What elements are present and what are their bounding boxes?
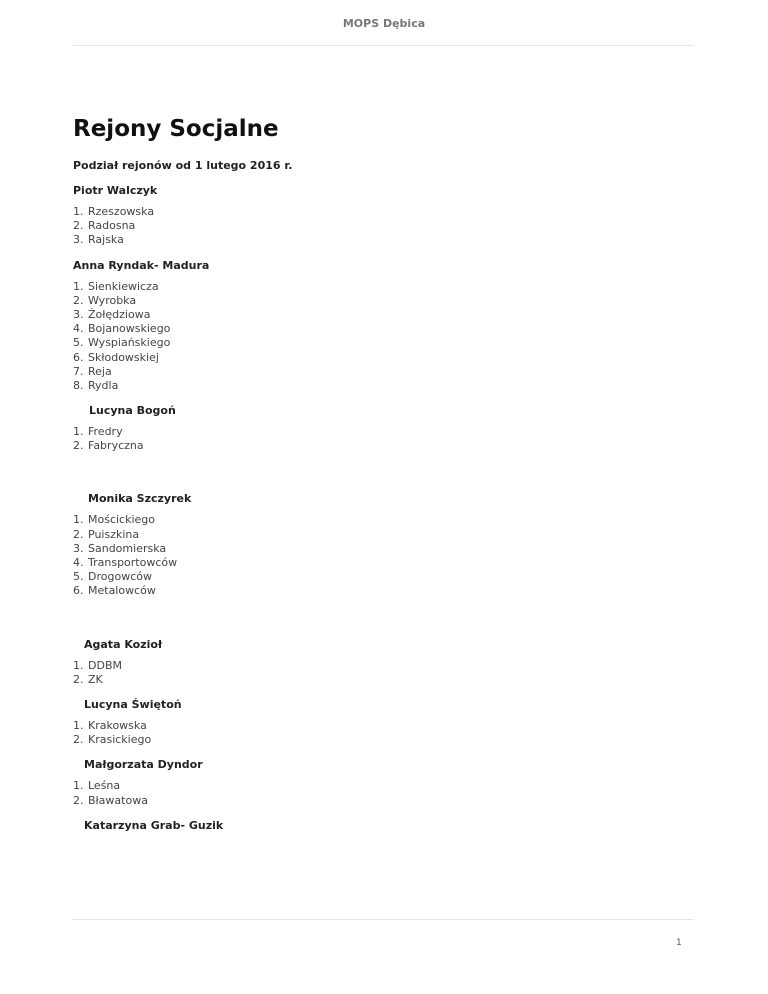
street-item: 1. Krakowska <box>73 719 693 733</box>
street-list <box>73 659 693 687</box>
document-content <box>73 158 693 840</box>
section-name: Małgorzata Dyndor <box>84 758 203 772</box>
street-item: 2. Radosna <box>73 219 693 233</box>
street-item: 1. Fredry <box>73 425 693 439</box>
street-item: 1. DDBM <box>73 659 693 673</box>
page-header: MOPS Dębica <box>342 17 426 30</box>
section-name: Lucyna Świętoń <box>84 697 182 711</box>
document-subtitle: Podział rejonów od 1 lutego 2016 r. <box>73 159 293 172</box>
street-list <box>73 205 693 248</box>
street-list <box>73 779 693 807</box>
page-title: Rejony Socjalne <box>73 116 279 142</box>
page-number: 1 <box>676 938 682 948</box>
header-divider <box>73 45 694 46</box>
street-item: 6. Skłodowskiej <box>73 351 693 365</box>
street-list <box>73 719 693 747</box>
street-item: 4. Transportowców <box>73 556 693 570</box>
street-item: 1. Mościckiego <box>73 513 693 527</box>
section-name: Anna Ryndak- Madura <box>73 258 210 272</box>
street-item: 2. Puiszkina <box>73 528 693 542</box>
street-item: 1. Sienkiewicza <box>73 280 693 294</box>
street-item: 1. Rzeszowska <box>73 205 693 219</box>
section-name: Monika Szczyrek <box>88 492 192 506</box>
street-item: 2. Fabryczna <box>73 439 693 453</box>
section-name: Katarzyna Grab- Guzik <box>84 818 224 832</box>
street-item: 2. ZK <box>73 673 693 687</box>
section-name: Agata Kozioł <box>84 637 163 651</box>
street-item: 2. Bławatowa <box>73 794 693 808</box>
street-item: 8. Rydla <box>73 379 693 393</box>
street-item: 3. Żołędziowa <box>73 308 693 322</box>
street-item: 4. Bojanowskiego <box>73 322 693 336</box>
street-item: 5. Wyspiańskiego <box>73 336 693 350</box>
street-item: 2. Krasickiego <box>73 733 693 747</box>
street-item: 1. Leśna <box>73 779 693 793</box>
street-list <box>73 425 693 453</box>
street-item: 7. Reja <box>73 365 693 379</box>
street-item: 3. Rajska <box>73 233 693 247</box>
section-name: Lucyna Bogoń <box>89 404 176 418</box>
street-item: 6. Metalowców <box>73 584 693 598</box>
street-item: 2. Wyrobka <box>73 294 693 308</box>
section-name: Piotr Walczyk <box>73 184 158 197</box>
street-list <box>73 280 693 394</box>
footer-divider <box>73 919 694 920</box>
street-list <box>73 513 693 598</box>
street-item: 3. Sandomierska <box>73 542 693 556</box>
street-item: 5. Drogowców <box>73 570 693 584</box>
